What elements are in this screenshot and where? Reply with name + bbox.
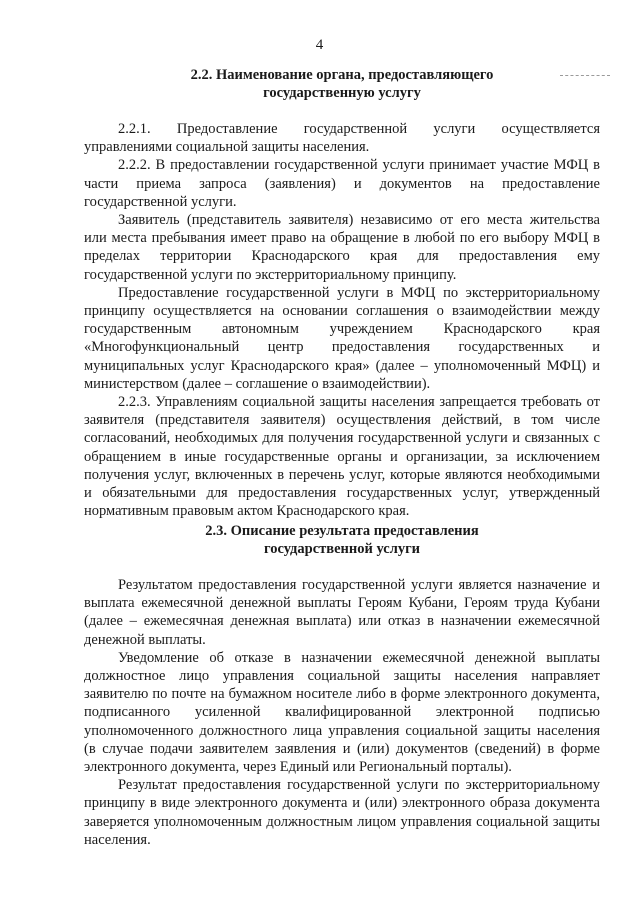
section-2-2-body (84, 120, 600, 520)
section-2-2-title-line2: государственную услугу (263, 85, 421, 101)
paragraph-2-2-1: 2.2.1. Предоставление государственной услуги осуществляется управлениями социальной защиты населения. (84, 121, 600, 156)
paragraph-applicant-right: Заявитель (представитель заявителя) независимо от его места жительства или места пребывания имеет право на обращение в любой по его выбору МФЦ в пределах территории Краснодарского края для предоставления ему государственной услуги по экстерриториальному принципу. (84, 212, 600, 283)
page-number: 4 (315, 37, 324, 53)
section-2-2-heading (84, 66, 600, 102)
section-2-3-title-line1: 2.3. Описание результата предоставления (205, 523, 479, 539)
section-2-3-heading (84, 522, 600, 558)
paragraph-2-2-3: 2.2.3. Управлениям социальной защиты населения запрещается требовать от заявителя (представителя заявителя) осуществления действий, в том числе согласований, необходимых для получения государственной услуги и связанных с обращением в иные государственные органы и организации, за исключением получения услуг, включенных в перечень услуг, которые являются необходимыми и обязательными для предоставления государственных услуг, утвержденный нормативным правовым актом Краснодарского края. (84, 394, 600, 520)
paragraph-2-2-2: 2.2.2. В предоставлении государственной услуги принимает участие МФЦ в части приема запроса (заявления) и документов на предоставление государственной услуги. (84, 157, 600, 210)
section-2-3-title-line2: государственной услуги (263, 541, 421, 557)
paragraph-result: Результатом предоставления государственной услуги является назначение и выплата ежемесячной денежной выплаты Героям Кубани, Героям труда Кубани (далее – ежемесячная денежная выплата) или отказ в назначении ежемесячной денежной выплаты. (84, 577, 600, 648)
section-2-3-body (84, 576, 600, 849)
paragraph-exterritorial-result: Результат предоставления государственной услуги по экстерриториальному принципу в виде электронного документа и (или) электронного образа документа заверяется уполномоченным должностным лицом управления социальной защиты населения. (84, 777, 600, 848)
section-2-2-title-line1: 2.2. Наименование органа, предоставляющего (190, 67, 494, 83)
paragraph-exterritorial: Предоставление государственной услуги в МФЦ по экстерриториальному принципу осуществляется на основании соглашения о взаимодействии между государственным автономным учреждением Краснодарского края «Многофункциональный центр предоставления государственных и муниципальных услуг Краснодарского края» (далее – уполномоченный МФЦ) и министерством (далее – соглашение о взаимодействии). (84, 284, 600, 392)
paragraph-refusal-notice: Уведомление об отказе в назначении ежемесячной денежной выплаты должностное лицо управления социальной защиты населения направляет заявителю по почте на бумажном носителе либо в форме электронного документа, подписанного усиленной квалифицированной электронной подписью уполномоченного должностного лица управления социальной защиты населения (в случае подачи заявителем заявления и (или) документов (сведений) в форме электронного документа, через Единый или Региональный порталы). (84, 649, 600, 776)
